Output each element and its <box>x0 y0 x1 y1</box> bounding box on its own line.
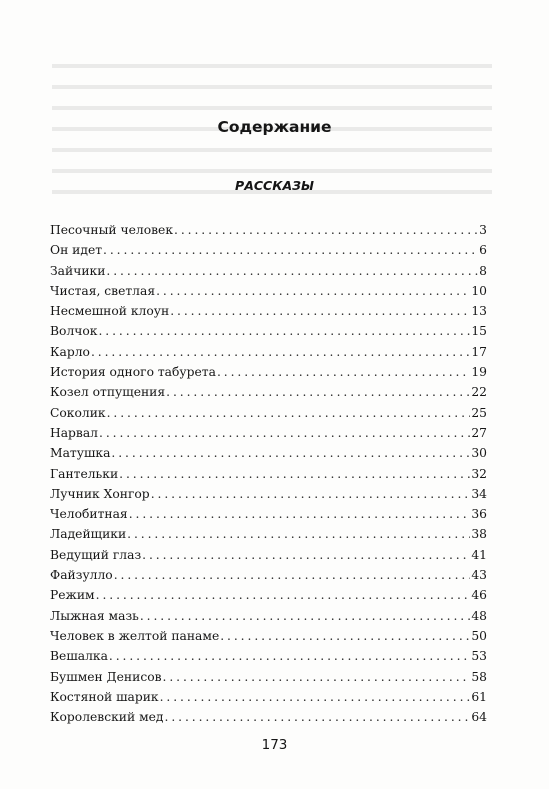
toc-entry-title: Костяной шарик <box>50 689 159 704</box>
toc-entry <box>50 524 487 544</box>
toc-entry-title: Челобитная <box>50 507 128 522</box>
table-of-contents <box>50 220 487 727</box>
toc-entry-page: 36 <box>471 507 487 522</box>
toc-entry-title: Файзулло <box>50 568 113 583</box>
toc-entry-page: 58 <box>471 669 487 684</box>
dot-leader <box>114 565 471 585</box>
dot-leader <box>111 443 470 463</box>
toc-entry <box>50 301 487 321</box>
toc-entry <box>50 504 487 524</box>
toc-entry-page: 22 <box>471 385 487 400</box>
toc-entry-title: Чистая, светлая <box>50 283 156 298</box>
toc-entry-title: Режим <box>50 588 95 603</box>
toc-entry-page: 8 <box>479 263 487 278</box>
toc-entry <box>50 423 487 443</box>
toc-entry-title: Козел отпущения <box>50 385 166 400</box>
toc-entry-page: 10 <box>471 283 487 298</box>
page-number: 173 <box>261 737 288 753</box>
toc-entry-title: Королевский мед <box>50 710 164 725</box>
dot-leader <box>151 484 471 504</box>
dot-leader <box>170 301 470 321</box>
toc-entry-page: 41 <box>471 547 487 562</box>
toc-entry-page: 30 <box>471 446 487 461</box>
toc-entry-title: Лучник Хонгор <box>50 486 150 501</box>
toc-entry-title: Лыжная мазь <box>50 608 139 623</box>
toc-entry-page: 17 <box>471 344 487 359</box>
toc-entry-title: Он идет <box>50 243 103 258</box>
dot-leader <box>91 342 470 362</box>
dot-leader <box>165 707 471 727</box>
toc-entry-page: 50 <box>471 628 487 643</box>
dot-leader <box>163 667 471 687</box>
dot-leader <box>107 403 471 423</box>
toc-entry <box>50 464 487 484</box>
toc-entry-page: 64 <box>471 710 487 725</box>
dot-leader <box>98 321 470 341</box>
dot-leader <box>140 606 470 626</box>
dot-leader <box>99 423 470 443</box>
toc-entry <box>50 545 487 565</box>
toc-entry-page: 3 <box>479 223 487 237</box>
toc-entry <box>50 667 487 687</box>
toc-entry <box>50 403 487 423</box>
dot-leader <box>166 382 470 402</box>
toc-entry-page: 46 <box>471 588 487 603</box>
toc-entry <box>50 565 487 585</box>
dot-leader <box>103 240 478 260</box>
toc-entry-title: Бушмен Денисов <box>50 669 162 684</box>
dot-leader <box>220 626 470 646</box>
toc-entry-title: История одного табурета <box>50 365 216 380</box>
toc-entry-title: Ведущий глаз <box>50 547 142 562</box>
toc-entry <box>50 626 487 646</box>
dot-leader <box>129 504 471 524</box>
toc-entry-page: 27 <box>471 425 487 440</box>
dot-leader <box>127 524 470 544</box>
toc-entry <box>50 240 487 260</box>
section-heading: РАССКАЗЫ <box>235 178 314 193</box>
toc-entry-title: Несмешной клоун <box>50 304 170 319</box>
dot-leader <box>109 646 470 666</box>
show-through-text <box>52 64 492 224</box>
toc-entry-page: 53 <box>471 649 487 664</box>
toc-entry-page: 34 <box>471 486 487 501</box>
toc-entry-title: Гантельки <box>50 466 119 481</box>
toc-entry-page: 61 <box>471 689 487 704</box>
toc-entry-title: Вешалка <box>50 649 108 664</box>
toc-entry <box>50 646 487 666</box>
contents-heading: Содержание <box>217 118 332 136</box>
toc-entry <box>50 261 487 281</box>
dot-leader <box>119 464 470 484</box>
dot-leader <box>160 687 471 707</box>
toc-entry <box>50 606 487 626</box>
dot-leader <box>96 585 471 605</box>
toc-entry <box>50 362 487 382</box>
dot-leader <box>174 220 478 240</box>
toc-entry-page: 13 <box>471 304 487 319</box>
toc-entry <box>50 342 487 362</box>
toc-entry <box>50 687 487 707</box>
toc-entry-page: 48 <box>471 608 487 623</box>
dot-leader <box>217 362 470 382</box>
toc-entry-page: 43 <box>471 568 487 583</box>
toc-entry <box>50 321 487 341</box>
toc-entry-page: 19 <box>471 365 487 380</box>
toc-entry-page: 38 <box>471 527 487 542</box>
toc-entry-page: 15 <box>471 324 487 339</box>
dot-leader <box>156 281 470 301</box>
toc-entry <box>50 484 487 504</box>
toc-entry-title: Карло <box>50 344 90 359</box>
toc-entry-title: Нарвал <box>50 425 98 440</box>
toc-entry-title: Волчок <box>50 324 98 339</box>
toc-entry-title: Человек в желтой панаме <box>50 628 220 643</box>
toc-entry-title: Матушка <box>50 446 111 461</box>
toc-entry-page: 6 <box>479 243 487 258</box>
toc-entry-title: Зайчики <box>50 263 106 278</box>
toc-entry-page: 25 <box>471 405 487 420</box>
toc-entry-title: Песочный человек <box>50 223 174 237</box>
toc-entry <box>50 382 487 402</box>
toc-entry-title: Ладейщики <box>50 527 127 542</box>
toc-entry <box>50 220 487 240</box>
toc-entry <box>50 585 487 605</box>
toc-entry-page: 32 <box>471 466 487 481</box>
toc-entry <box>50 443 487 463</box>
toc-entry-title: Соколик <box>50 405 106 420</box>
toc-entry <box>50 707 487 727</box>
toc-entry <box>50 281 487 301</box>
dot-leader <box>106 261 478 281</box>
dot-leader <box>142 545 470 565</box>
